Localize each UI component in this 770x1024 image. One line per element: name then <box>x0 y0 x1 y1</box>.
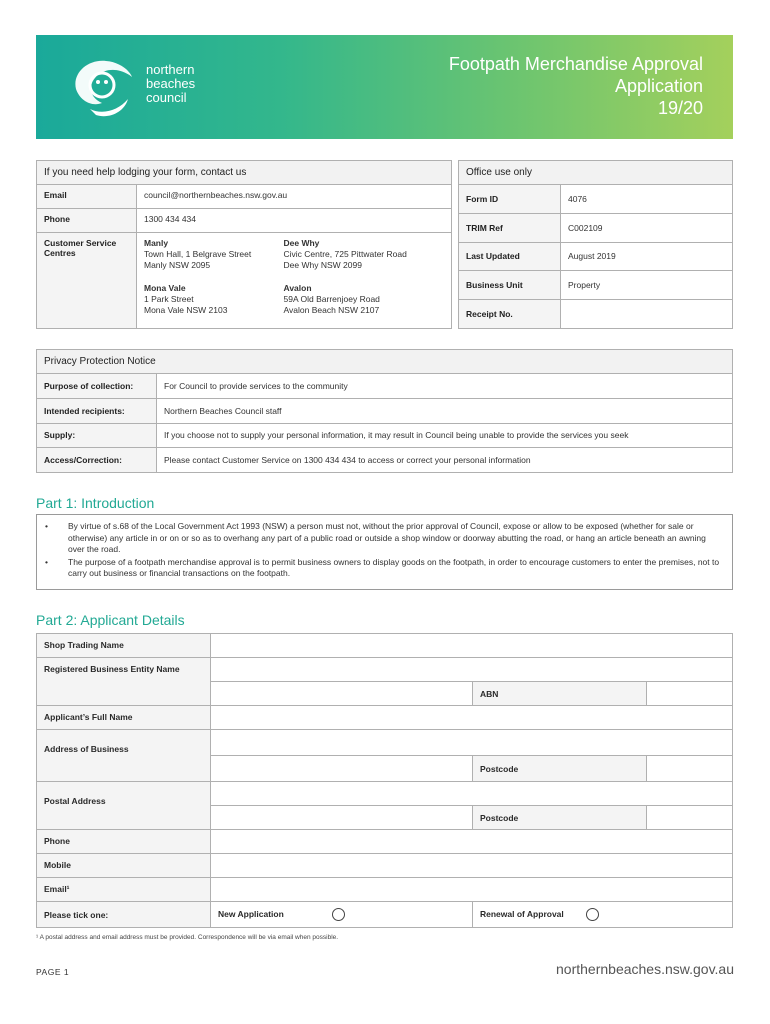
postal-address-field[interactable] <box>211 782 733 806</box>
full-name-field[interactable] <box>211 706 733 730</box>
privacy-purpose-value: For Council to provide services to the community <box>157 374 733 399</box>
tick-label: Please tick one: <box>37 902 211 928</box>
shop-name-field[interactable] <box>211 634 733 658</box>
phone-value: 1300 434 434 <box>137 209 452 233</box>
privacy-access-value: Please contact Customer Service on 1300 434 434 to access or correct your personal information <box>157 448 733 473</box>
title-line: Application <box>614 76 703 96</box>
centre-name: Mona Vale <box>144 283 186 293</box>
abn-label: ABN <box>473 682 647 706</box>
business-address-label: Address of Business <box>37 730 211 782</box>
website-link[interactable]: northernbeaches.nsw.gov.au <box>556 961 734 977</box>
applicant-table <box>36 633 733 928</box>
intro-bullet: • By virtue of s.68 of the Local Government Act 1993 (NSW) a person must not, without the prior approval of Council, expose or allow to be exposed (whether for sale or otherwise) any article in or on or so as to overhang any part of a public road or outside a shop window or doorway abutting the road, or hang an article beneath an awning over the road. <box>43 521 722 556</box>
business-unit-value: Property <box>561 271 733 300</box>
business-postcode-label: Postcode <box>473 756 647 782</box>
centre-name: Avalon <box>283 283 312 293</box>
email-label: Email <box>37 185 137 209</box>
entity-name-field-2[interactable] <box>211 682 473 706</box>
centre-address: Manly NSW 2095 <box>144 260 211 270</box>
new-application-option[interactable] <box>211 902 473 928</box>
privacy-access-label: Access/Correction: <box>37 448 157 473</box>
intro-bullet: • The purpose of a footpath merchandise approval is to permit business owners to display goods on the footpath, in order to encourage customers to enter the premises, not to carry out business or financial transactions on the footpath. <box>43 557 722 580</box>
mobile-field[interactable] <box>211 854 733 878</box>
entity-name-field[interactable] <box>211 658 733 682</box>
form-title <box>449 53 703 119</box>
contact-table <box>36 160 452 329</box>
business-address-field[interactable] <box>211 730 733 756</box>
receipt-no-label: Receipt No. <box>459 300 561 329</box>
entity-name-label: Registered Business Entity Name <box>37 658 211 706</box>
privacy-recipients-label: Intended recipients: <box>37 398 157 423</box>
centre-address: 59A Old Barrenjoey Road <box>283 294 380 304</box>
renewal-radio[interactable] <box>586 908 599 921</box>
intro-box <box>36 514 733 590</box>
centres-left <box>137 233 277 329</box>
business-address-field-2[interactable] <box>211 756 473 782</box>
postal-address-field-2[interactable] <box>211 806 473 830</box>
privacy-supply-value: If you choose not to supply your personal information, it may result in Council being unable to provide the services you seek <box>157 423 733 448</box>
form-id-value: 4076 <box>561 185 733 214</box>
office-use-table <box>458 160 733 329</box>
trim-ref-label: TRIM Ref <box>459 213 561 242</box>
postal-postcode-label: Postcode <box>473 806 647 830</box>
phone-label: Phone <box>37 830 211 854</box>
centre-address: Town Hall, 1 Belgrave Street <box>144 249 252 259</box>
postal-postcode-field[interactable] <box>647 806 733 830</box>
new-application-label: New Application <box>218 908 284 919</box>
council-logo-icon <box>68 55 138 119</box>
shop-name-label: Shop Trading Name <box>37 634 211 658</box>
office-heading: Office use only <box>459 161 733 185</box>
centre-address: Mona Vale NSW 2103 <box>144 305 228 315</box>
centre-name: Dee Why <box>283 238 320 248</box>
new-application-radio[interactable] <box>332 908 345 921</box>
part2-title: Part 2: Applicant Details <box>36 612 185 628</box>
privacy-table <box>36 349 733 473</box>
postal-address-label: Postal Address <box>37 782 211 830</box>
email-field[interactable] <box>211 878 733 902</box>
centres-label: Customer Service Centres <box>37 233 137 329</box>
privacy-supply-label: Supply: <box>37 423 157 448</box>
logo-line: council <box>146 90 187 105</box>
last-updated-value: August 2019 <box>561 242 733 271</box>
business-unit-label: Business Unit <box>459 271 561 300</box>
last-updated-label: Last Updated <box>459 242 561 271</box>
centre-address: Civic Centre, 725 Pittwater Road <box>283 249 407 259</box>
title-line: 19/20 <box>657 98 703 118</box>
logo-line: beaches <box>146 76 196 91</box>
trim-ref-value: C002109 <box>561 213 733 242</box>
form-id-label: Form ID <box>459 185 561 214</box>
centres-right <box>277 233 452 329</box>
mobile-label: Mobile <box>37 854 211 878</box>
part1-title: Part 1: Introduction <box>36 495 155 511</box>
phone-field[interactable] <box>211 830 733 854</box>
footnote: ¹ A postal address and email address must be provided. Correspondence will be via email when possible. <box>36 934 339 941</box>
privacy-heading: Privacy Protection Notice <box>37 350 733 374</box>
header-banner <box>36 35 733 139</box>
abn-field[interactable] <box>647 682 733 706</box>
logo-text <box>146 63 195 105</box>
centre-address: Dee Why NSW 2099 <box>283 260 362 270</box>
privacy-recipients-value: Northern Beaches Council staff <box>157 398 733 423</box>
phone-label: Phone <box>37 209 137 233</box>
page-number: PAGE 1 <box>36 967 70 977</box>
privacy-purpose-label: Purpose of collection: <box>37 374 157 399</box>
title-line: Footpath Merchandise Approval <box>448 54 703 74</box>
receipt-no-value[interactable] <box>561 300 733 329</box>
centre-address: Avalon Beach NSW 2107 <box>283 305 380 315</box>
business-postcode-field[interactable] <box>647 756 733 782</box>
email-label: Email¹ <box>37 878 211 902</box>
renewal-label: Renewal of Approval <box>480 908 564 919</box>
centre-name: Manly <box>144 238 169 248</box>
contact-heading: If you need help lodging your form, contact us <box>37 161 452 185</box>
centre-address: 1 Park Street <box>144 294 194 304</box>
full-name-label: Applicant’s Full Name <box>37 706 211 730</box>
renewal-option[interactable] <box>473 902 733 928</box>
email-value[interactable]: council@northernbeaches.nsw.gov.au <box>137 185 452 209</box>
logo-line: northern <box>146 62 195 77</box>
